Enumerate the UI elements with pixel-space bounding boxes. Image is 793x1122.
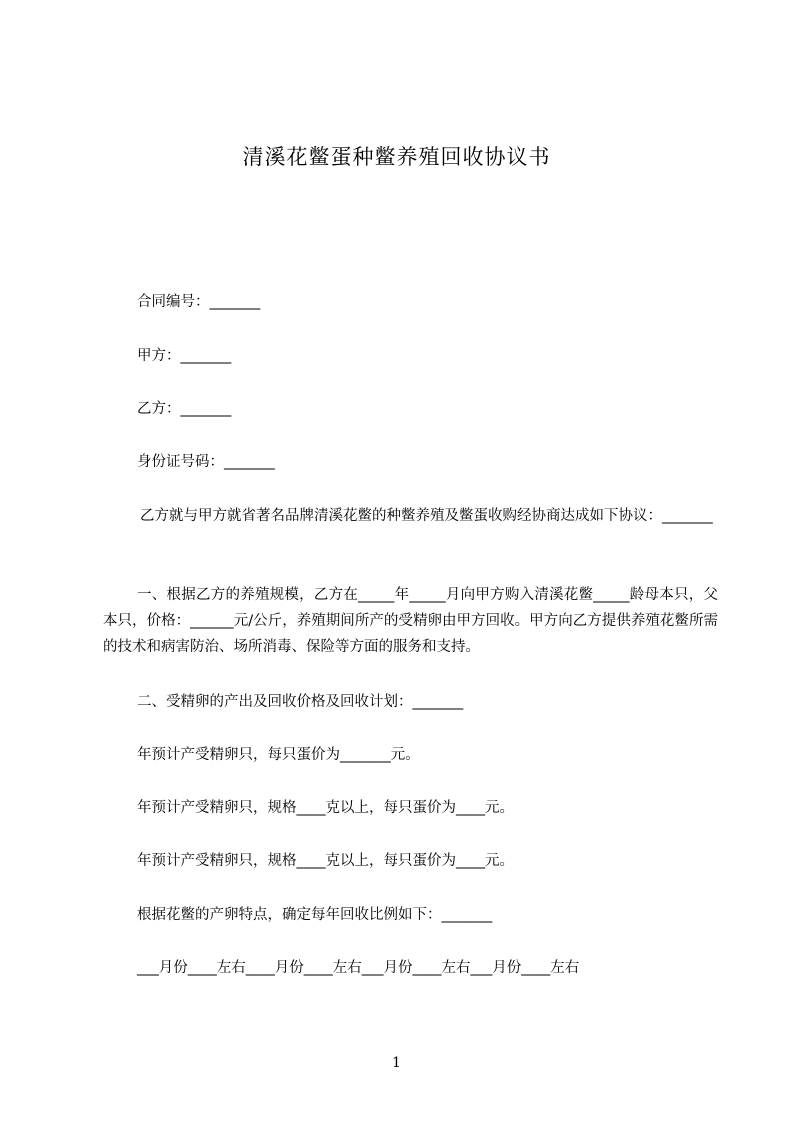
party-a-field: 甲方：_______: [137, 348, 232, 364]
clause-two-heading: 二、受精卵的产出及回收价格及回收计划：_______: [137, 694, 464, 710]
intro-paragraph: 乙方就与甲方就省著名品牌清溪花鳖的种鳖养殖及鳖蛋收购经协商达成如下协议：_______: [140, 508, 713, 524]
price-line-2: 年预计产受精卵只，规格____克以上，每只蛋价为____元。: [137, 800, 514, 816]
document-title: 清溪花鳖蛋种鳖养殖回收协议书: [242, 145, 551, 169]
party-b-field: 乙方：_______: [137, 401, 232, 417]
contract-number-field: 合同编号：_______: [137, 294, 261, 310]
ratio-intro-line: 根据花鳖的产卵特点，确定每年回收比例如下：_______: [137, 907, 493, 923]
price-line-1: 年预计产受精卵只，每只蛋价为_______元。: [137, 747, 420, 763]
ratio-schedule-line: ___月份____左右____月份____左右___月份____左右___月份____左右: [137, 960, 580, 976]
price-line-3: 年预计产受精卵只，规格____克以上，每只蛋价为____元。: [137, 853, 514, 869]
id-number-field: 身份证号码：_______: [137, 454, 275, 470]
page-number: 1: [392, 1055, 401, 1071]
clause-one-paragraph: 一、根据乙方的养殖规模，乙方在_____年_____月向甲方购入清溪花鳖_____龄母本只，父本只，价格：______元/公斤，养殖期间所产的受精卵由甲方回收。甲方向乙方提供养殖花鳖所需的技术和病害防治、场所消毒、保险等方面的服务和支持。: [103, 587, 718, 655]
